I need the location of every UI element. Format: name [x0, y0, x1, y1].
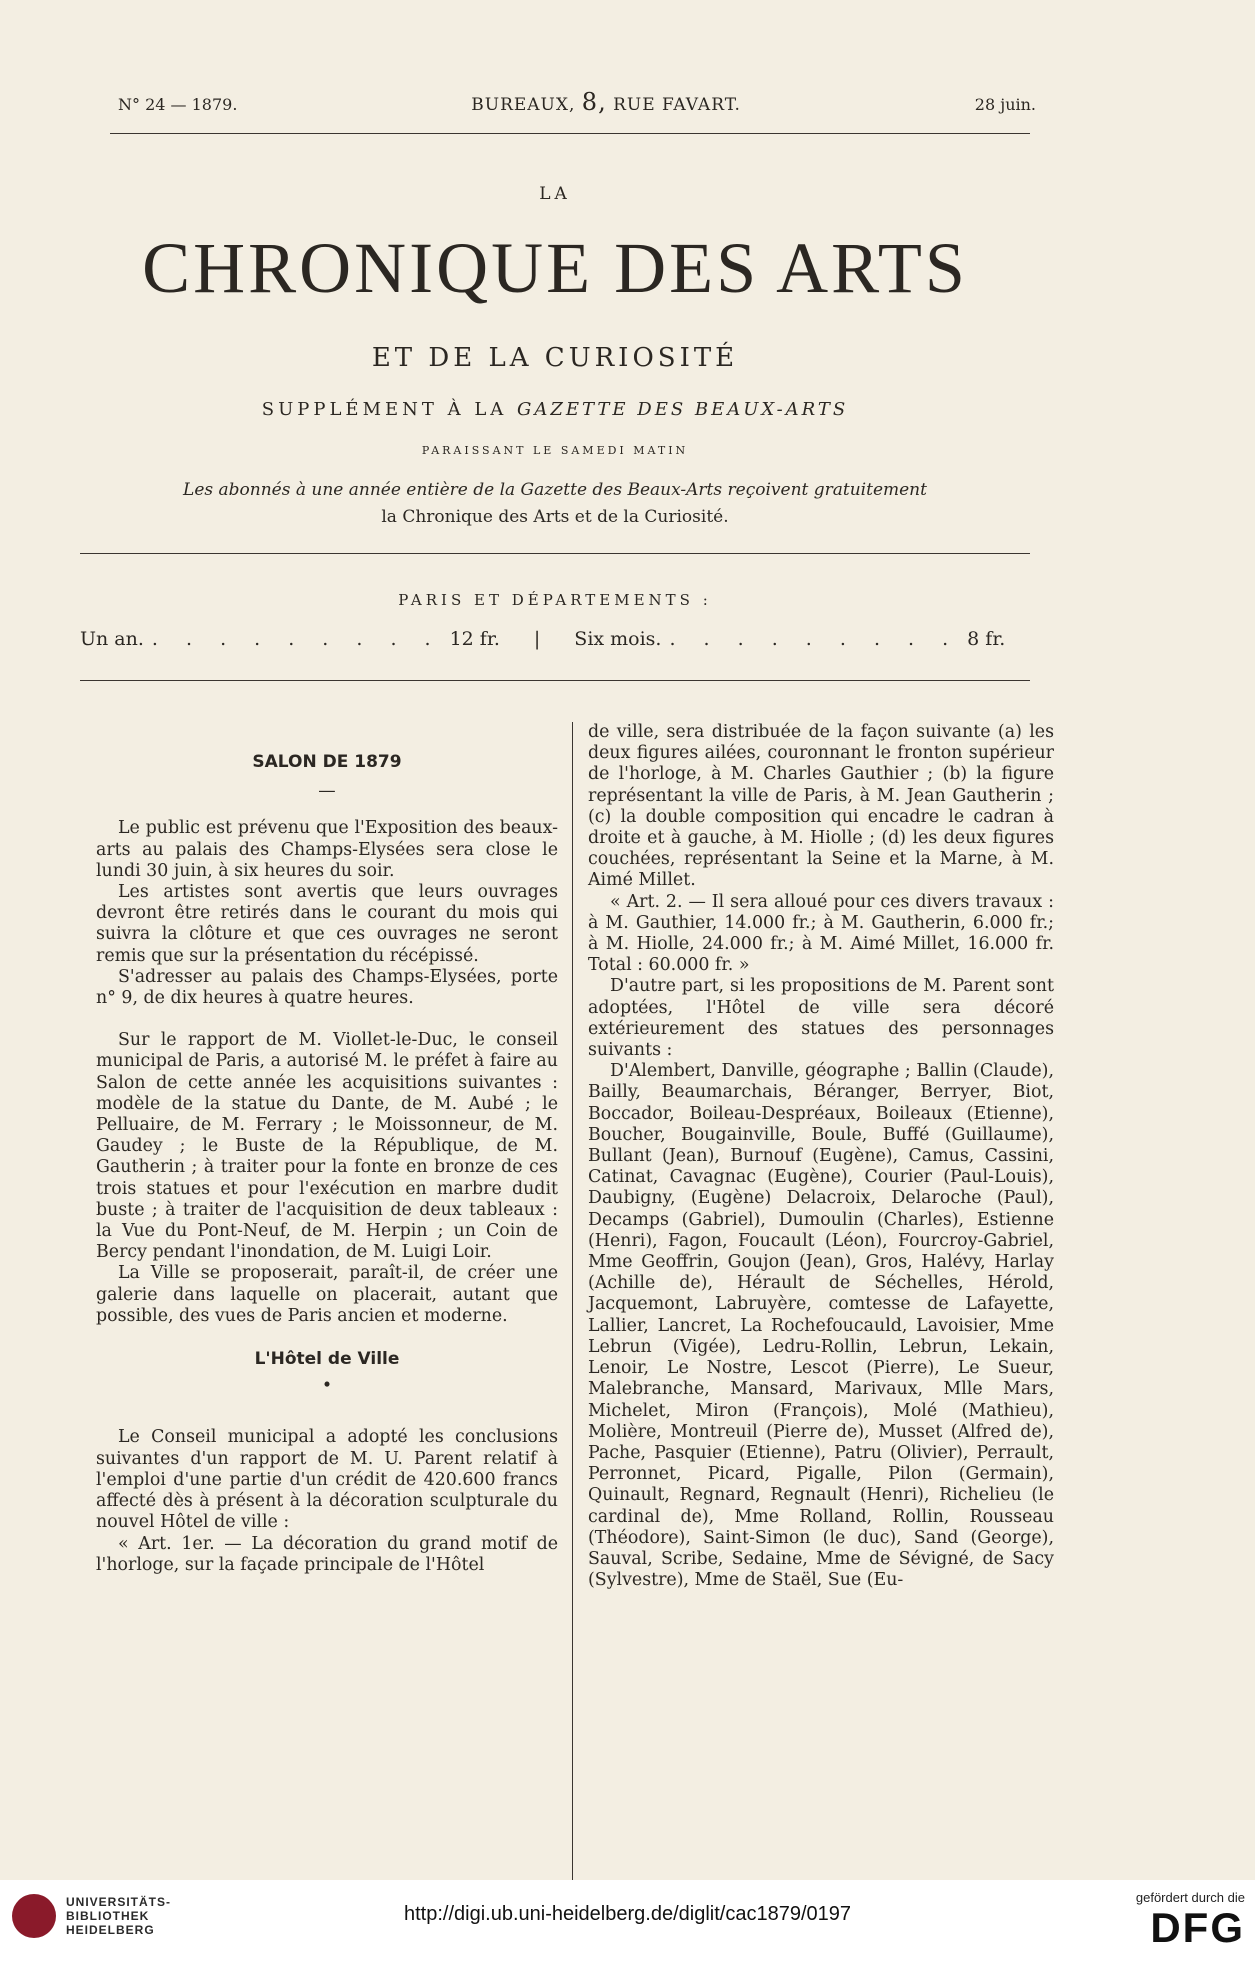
header-rule	[110, 133, 1030, 134]
article-paragraph: « Art. 1er. — La décoration du grand motif de l'horloge, sur la façade principale de l'Hôtel	[96, 1533, 558, 1575]
publication-schedule: PARAISSANT LE SAMEDI MATIN	[421, 444, 689, 457]
conseil-paragraph: Le Conseil municipal a adopté les conclusions suivantes d'un rapport de M. U. Parent relatif à l'emploi d'une partie d'un crédit de 420.600 francs affecté dès à présent à la décoration sculpturale du nouvel Hôtel de ville :	[96, 1427, 558, 1533]
title-ornament: •	[321, 1376, 333, 1397]
right-column	[588, 722, 1054, 1591]
library-logo: UNIVERSITÄTS- BIBLIOTHEK HEIDELBERG	[12, 1894, 171, 1938]
supplement-line: SUPPLÉMENT À LA GAZETTE DES BEAUX-ARTS	[261, 399, 849, 420]
salon-dash: —	[318, 781, 336, 802]
statues-paragraph: D'autre part, si les propositions de M. Parent sont adoptées, l'Hôtel de ville sera décoré extérieurement des statues des personnages suivants :	[588, 976, 1054, 1061]
article-2-paragraph: « Art. 2. — Il sera alloué pour ces divers travaux : à M. Gauthier, 14.000 fr.; à M. Gautherin, 6.000 fr.; à M. Hiolle, 24.000 fr.; à M. Aimé Millet, 16.000 fr. Total : 60.000 fr. »	[588, 891, 1054, 976]
issue-date: 28 juin.	[974, 95, 1036, 114]
subscription-heading: PARIS ET DÉPARTEMENTS :	[398, 591, 712, 609]
salon-paragraph: S'adresser au palais des Champs-Elysées, porte n° 9, de dix heures à quatre heures.	[96, 966, 558, 1009]
price-half-year: Six mois. . . . . . . . . . 8 fr.	[574, 628, 1006, 650]
source-url[interactable]: http://digi.ub.uni-heidelberg.de/diglit/cac1879/0197	[404, 1903, 851, 1925]
gallery-paragraph: La Ville se proposerait, paraît-il, de créer une galerie dans laquelle on placerait, autant que possible, des vues de Paris ancien et moderne.	[96, 1263, 558, 1326]
masthead-la: LA	[539, 184, 571, 204]
acquisitions-paragraph: Sur le rapport de M. Viollet-le-Duc, le conseil municipal de Paris, a autorisé M. le préfet à faire au Salon de cette année les acquisitions suivantes : modèle de la statue du Dante, de M. Aubé ; le Pelluaire, de M. Ferrary ; le Moissonneur, de M. Gaudey ; le Buste de la République, de M. Gautherin ; à traiter pour la fonte en bronze de ces trois statues et pour l'exécution en marbre dudit buste ; à traiter de l'acquisition de deux tableaux : la Vue du Pont-Neuf, de M. Herpin ; un Coin de Bercy pendant l'inondation, de M. Luigi Loir.	[96, 1030, 558, 1263]
names-list-paragraph: D'Alembert, Danville, géographe ; Ballin (Claude), Bailly, Beaumarchais, Béranger, Berryer, Biot, Boccador, Boileau-Despréaux, Boileaux (Etienne), Boucher, Bougainville, Boule, Buffé (Guillaume), Bullant (Jean), Burnouf (Eugène), Camus, Cassini, Catinat, Cavagnac (Eugène), Courier (Paul-Louis), Daubigny, (Eugène) Delacroix, Delaroche (Paul), Decamps (Gabriel), Dumoulin (Charles), Estienne (Henri), Fagon, Foucault (Léon), Fourcroy-Gabriel, Mme Geoffrin, Goujon (Jean), Gros, Halévy, Harlay (Achille de), Hérault de Séchelles, Hérold, Jacquemont, Labruyère, comtesse de Lafayette, Lallier, Lancret, La Rochefoucauld, Lavoisier, Mme Lebrun (Vigée), Ledru-Rollin, Lebrun, Lekain, Lenoir, Le Nostre, Lescot (Pierre), Le Sueur, Malebranche, Mansard, Marivaux, Mlle Mars, Michelet, Miron (François), Molé (Mathieu), Molière, Montreuil (Pierre de), Musset (Alfred de), Pache, Pasquier (Etienne), Patru (Olivier), Perrault, Perronnet, Picard, Pigalle, Pilon (Germain), Quinault, Regnard, Regnault (Henri), Richelieu (le cardinal de), Mme Rolland, Rollin, Rousseau (Théodore), Saint-Simon (le duc), Sand (George), Sauval, Scribe, Sedaine, Mme de Sévigné, de Sacy (Sylvestre), Mme de Staël, Sue (Eu-	[588, 1061, 1054, 1591]
left-column	[96, 722, 558, 1576]
masthead-subtitle: ET DE LA CURIOSITÉ	[371, 343, 739, 373]
distribution-paragraph: de ville, sera distribuée de la façon suivante (a) les deux figures ailées, couronnant le fronton supérieur de l'horloge, à M. Charles Gauthier ; (b) la figure représentant la ville de Paris, à M. Jean Gautherin ; (c) la double composition qui encadre le cadran à droite et à gauche, à M. Hiolle ; (d) les deux figures couchées, représentant la Seine et la Marne, à M. Aimé Millet.	[588, 722, 1054, 891]
masthead-rule	[80, 553, 1030, 554]
dfg-logo: gefördert durch die DFG	[1135, 1890, 1245, 1951]
office-address: BUREAUX, 8, RUE FAVART.	[471, 88, 741, 116]
salon-paragraph: Le public est prévenu que l'Exposition des beaux-arts au palais des Champs-Elysées sera close le lundi 30 juin, à six heures du soir.	[96, 818, 558, 881]
salon-paragraph: Les artistes sont avertis que leurs ouvrages devront être retirés dans le courant du mois qui suivra la clôture et que ces ouvrages ne seront remis que sur la présentation du récépissé.	[96, 882, 558, 966]
subscriber-notice: Les abonnés à une année entière de la Gazette des Beaux-Arts reçoivent gratuitement la Chronique des Arts et de la Curiosité.	[183, 480, 927, 527]
issue-number: N° 24 — 1879.	[118, 95, 238, 114]
prices-rule	[80, 680, 1030, 681]
salon-title: SALON DE 1879	[252, 752, 402, 772]
digitization-footer	[0, 1880, 1255, 1972]
price-separator: |	[533, 628, 541, 650]
header-line	[118, 88, 1036, 116]
hotel-de-ville-title: L'Hôtel de Ville	[254, 1349, 400, 1370]
column-rule	[572, 722, 573, 1882]
masthead-title: CHRONIQUE DES ARTS	[142, 228, 968, 308]
price-year: Un an. . . . . . . . . . 12 fr.	[80, 628, 500, 650]
subscription-prices	[80, 628, 1030, 650]
